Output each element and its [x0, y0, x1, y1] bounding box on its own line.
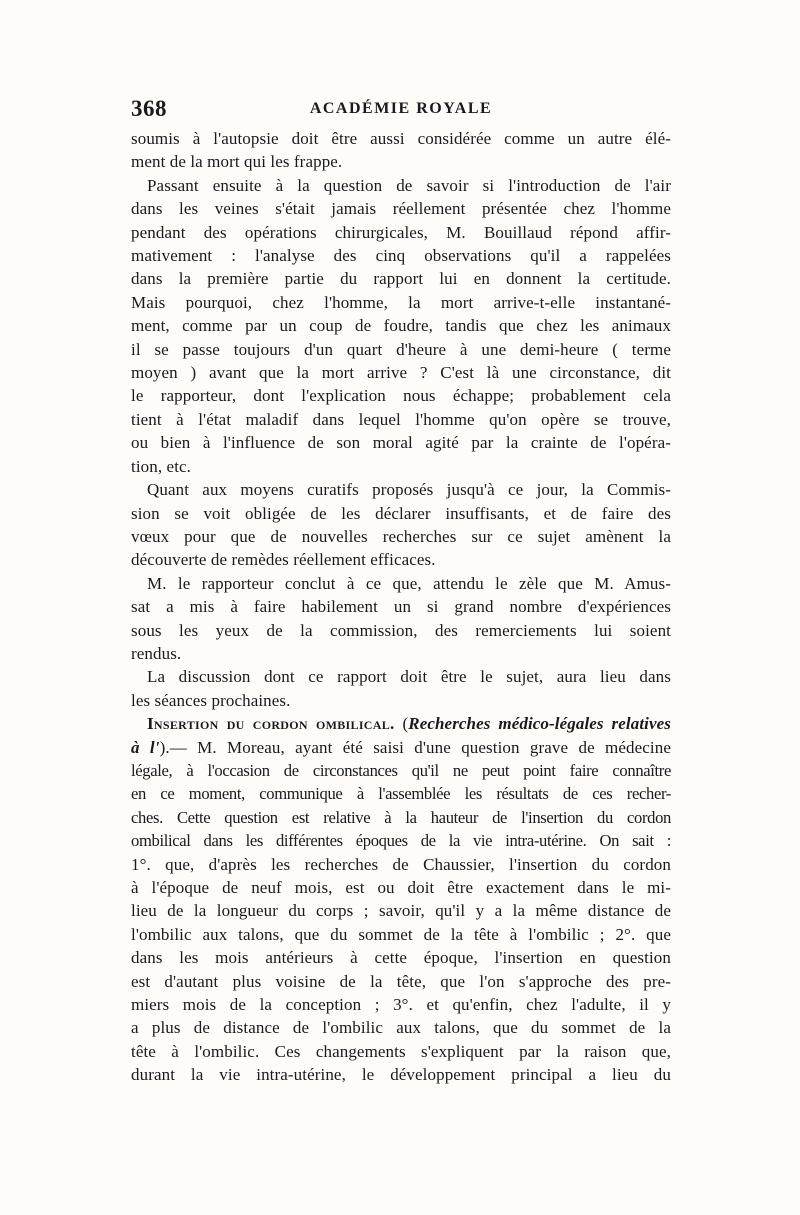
text-line-tail: M. Moreau, ayant été saisi d'une question grave de médecine [197, 737, 671, 757]
text-line: durant la vie intra-utérine, le développement principal a lieu du [131, 1065, 671, 1085]
text-line: le rapporteur, dont l'explication nous échappe; probablement cela [131, 386, 671, 406]
section-subtitle: Recherches médico-légales relatives [408, 714, 671, 734]
text-line: sous les yeux de la commission, des remerciements lui soient [131, 620, 671, 640]
subtitle-close: ).— [159, 737, 187, 757]
text-line: l'ombilic aux talons, que du sommet de la tête à l'ombilic ; 2°. que [131, 924, 671, 944]
text-line: dans les mois antérieurs à cette époque, l'insertion en question [131, 948, 671, 968]
text-line: légale, à l'occasion de circonstances qu'il ne peut point faire connaître [131, 760, 671, 780]
text-line: rendus. [131, 643, 182, 663]
text-line: vœux pour que de nouvelles recherches sur ce sujet amènent la [131, 526, 671, 546]
running-head: ACADÉMIE ROYALE [309, 100, 493, 117]
section-subtitle-cont: à l' [131, 737, 160, 757]
text-line: tête à l'ombilic. Ces changements s'expliquent par la raison que, [131, 1041, 671, 1061]
section-heading-line [131, 712, 671, 735]
text-line: pendant des opérations chirurgicales, M. Bouillaud répond affir- [131, 222, 671, 242]
text-line: dans la première partie du rapport lui en donnent la certitude. [131, 269, 671, 289]
text-line: miers mois de la conception ; 3°. et qu'enfin, chez l'adulte, il y [131, 995, 671, 1015]
text-line: La discussion dont ce rapport doit être le sujet, aura lieu dans [147, 667, 671, 687]
subtitle-open: ( [402, 714, 409, 734]
text-line: Passant ensuite à la question de savoir si l'introduction de l'air [147, 175, 671, 195]
text-line: moyen ) avant que la mort arrive ? C'est là une circonstance, dit [131, 363, 671, 383]
text-line: lieu de la longueur du corps ; savoir, qu'il y a la même distance de [131, 901, 671, 921]
page-body [131, 127, 671, 1087]
text-line: a plus de distance de l'ombilic aux talons, que du sommet de la [131, 1018, 671, 1038]
text-line: ou bien à l'influence de son moral agité par la crainte de l'opéra- [131, 433, 671, 453]
text-line [131, 736, 671, 759]
text-line: ches. Cette question est relative à la hauteur de l'insertion du cordon [131, 807, 671, 827]
page-header [131, 96, 671, 126]
text-line: Quant aux moyens curatifs proposés jusqu'à ce jour, la Commis- [147, 480, 671, 500]
text-line: sat a mis à faire habilement un si grand nombre d'expériences [131, 597, 671, 617]
text-line: en ce moment, communique à l'assemblée les résultats de ces recher- [131, 784, 671, 804]
text-line: M. le rapporteur conclut à ce que, attendu le zèle que M. Amus- [147, 573, 671, 593]
text-line: soumis à l'autopsie doit être aussi considérée comme un autre élé- [131, 129, 671, 148]
text-line: sion se voit obligée de les déclarer insuffisants, et de faire des [131, 503, 671, 523]
text-line: dans les veines s'était jamais réellement présentée chez l'homme [131, 199, 671, 219]
section-heading: Insertion du cordon ombilical. [147, 714, 395, 734]
text-line: ment, comme par un coup de foudre, tandis que chez les animaux [131, 316, 671, 336]
text-line: il se passe toujours d'un quart d'heure à une demi-heure ( terme [131, 339, 671, 359]
text-line: mativement : l'analyse des cinq observations qu'il a rappelées [131, 246, 671, 266]
text-line: à l'époque de neuf mois, est ou doit être exactement dans le mi- [131, 878, 671, 897]
text-line: tion, etc. [131, 456, 192, 476]
text-line: ment de la mort qui les frappe. [131, 152, 343, 172]
text-line: les séances prochaines. [131, 690, 291, 710]
text-line: ombilical dans les différentes époques de la vie intra-utérine. On sait : [131, 831, 671, 851]
page-number: 368 [131, 96, 167, 121]
text-line: est d'autant plus voisine de la tête, que l'on s'approche des pre- [131, 971, 671, 991]
text-line: Mais pourquoi, chez l'homme, la mort arrive-t-elle instantané- [131, 292, 671, 312]
text-line: 1°. que, d'après les recherches de Chaussier, l'insertion du cordon [131, 854, 671, 874]
text-line: découverte de remèdes réellement efficaces. [131, 550, 436, 570]
text-line: tient à l'état maladif dans lequel l'homme qu'on opère se trouve, [131, 409, 671, 429]
